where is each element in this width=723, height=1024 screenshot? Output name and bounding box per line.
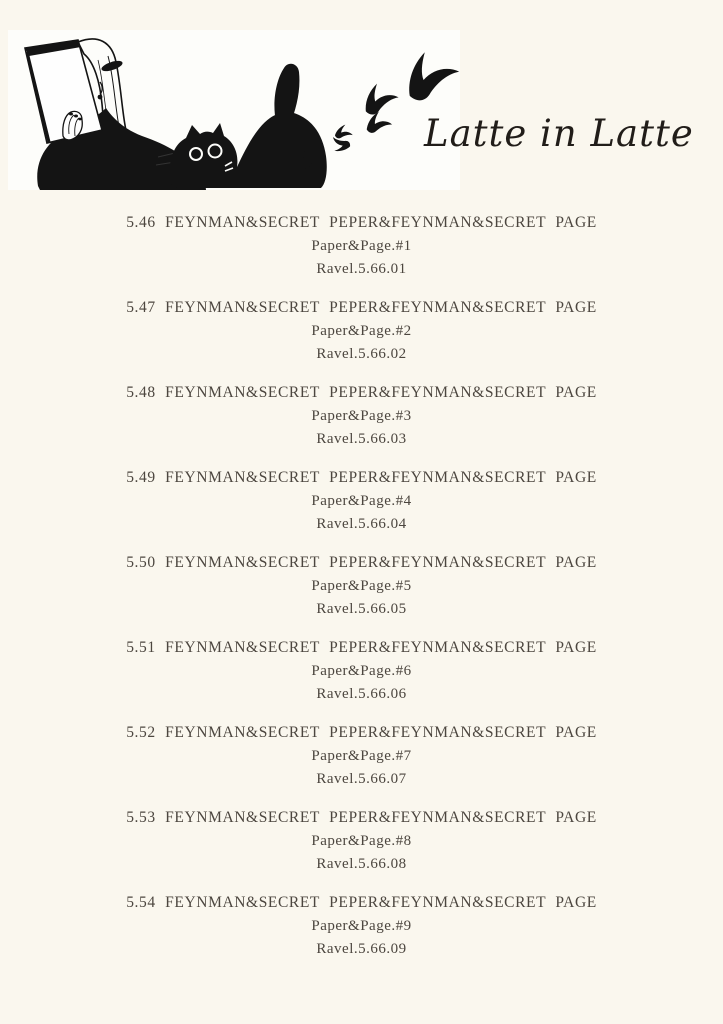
entry-paper-page: Paper&Page.#7 (311, 748, 412, 764)
entry-ravel-code: Ravel.5.66.06 (316, 686, 407, 702)
page-header (0, 0, 723, 200)
catalog-entry (0, 805, 723, 876)
catalog-entry (0, 550, 723, 621)
entry-title: 5.51 FEYNMAN&SECRET PEPER&FEYNMAN&SECRET PAGE (126, 639, 597, 656)
entry-title: 5.52 FEYNMAN&SECRET PEPER&FEYNMAN&SECRET PAGE (126, 724, 597, 741)
site-title: Latte in Latte (424, 112, 694, 155)
catalog-entry (0, 210, 723, 281)
catalog-list (0, 200, 723, 961)
entry-ravel-code: Ravel.5.66.08 (316, 856, 407, 872)
entry-title: 5.46 FEYNMAN&SECRET PEPER&FEYNMAN&SECRET PAGE (126, 214, 597, 231)
header-illustration (8, 30, 460, 190)
entry-ravel-code: Ravel.5.66.02 (316, 346, 407, 362)
reading-woman-cat-birds-illustration (8, 30, 460, 190)
entry-title: 5.54 FEYNMAN&SECRET PEPER&FEYNMAN&SECRET PAGE (126, 894, 597, 911)
entry-title: 5.49 FEYNMAN&SECRET PEPER&FEYNMAN&SECRET PAGE (126, 469, 597, 486)
catalog-entry (0, 635, 723, 706)
catalog-entry (0, 380, 723, 451)
catalog-entry (0, 720, 723, 791)
catalog-entry (0, 465, 723, 536)
entry-title: 5.47 FEYNMAN&SECRET PEPER&FEYNMAN&SECRET PAGE (126, 299, 597, 316)
entry-title: 5.48 FEYNMAN&SECRET PEPER&FEYNMAN&SECRET PAGE (126, 384, 597, 401)
entry-ravel-code: Ravel.5.66.09 (316, 941, 407, 957)
entry-ravel-code: Ravel.5.66.07 (316, 771, 407, 787)
entry-ravel-code: Ravel.5.66.03 (316, 431, 407, 447)
entry-paper-page: Paper&Page.#4 (311, 493, 412, 509)
catalog-entry (0, 890, 723, 961)
entry-title: 5.50 FEYNMAN&SECRET PEPER&FEYNMAN&SECRET PAGE (126, 554, 597, 571)
entry-paper-page: Paper&Page.#8 (311, 833, 412, 849)
entry-paper-page: Paper&Page.#3 (311, 408, 412, 424)
entry-paper-page: Paper&Page.#2 (311, 323, 412, 339)
entry-ravel-code: Ravel.5.66.05 (316, 601, 407, 617)
entry-title: 5.53 FEYNMAN&SECRET PEPER&FEYNMAN&SECRET PAGE (126, 809, 597, 826)
entry-paper-page: Paper&Page.#1 (311, 238, 412, 254)
entry-ravel-code: Ravel.5.66.04 (316, 516, 407, 532)
catalog-entry (0, 295, 723, 366)
entry-paper-page: Paper&Page.#6 (311, 663, 412, 679)
entry-paper-page: Paper&Page.#5 (311, 578, 412, 594)
entry-paper-page: Paper&Page.#9 (311, 918, 412, 934)
entry-ravel-code: Ravel.5.66.01 (316, 261, 407, 277)
